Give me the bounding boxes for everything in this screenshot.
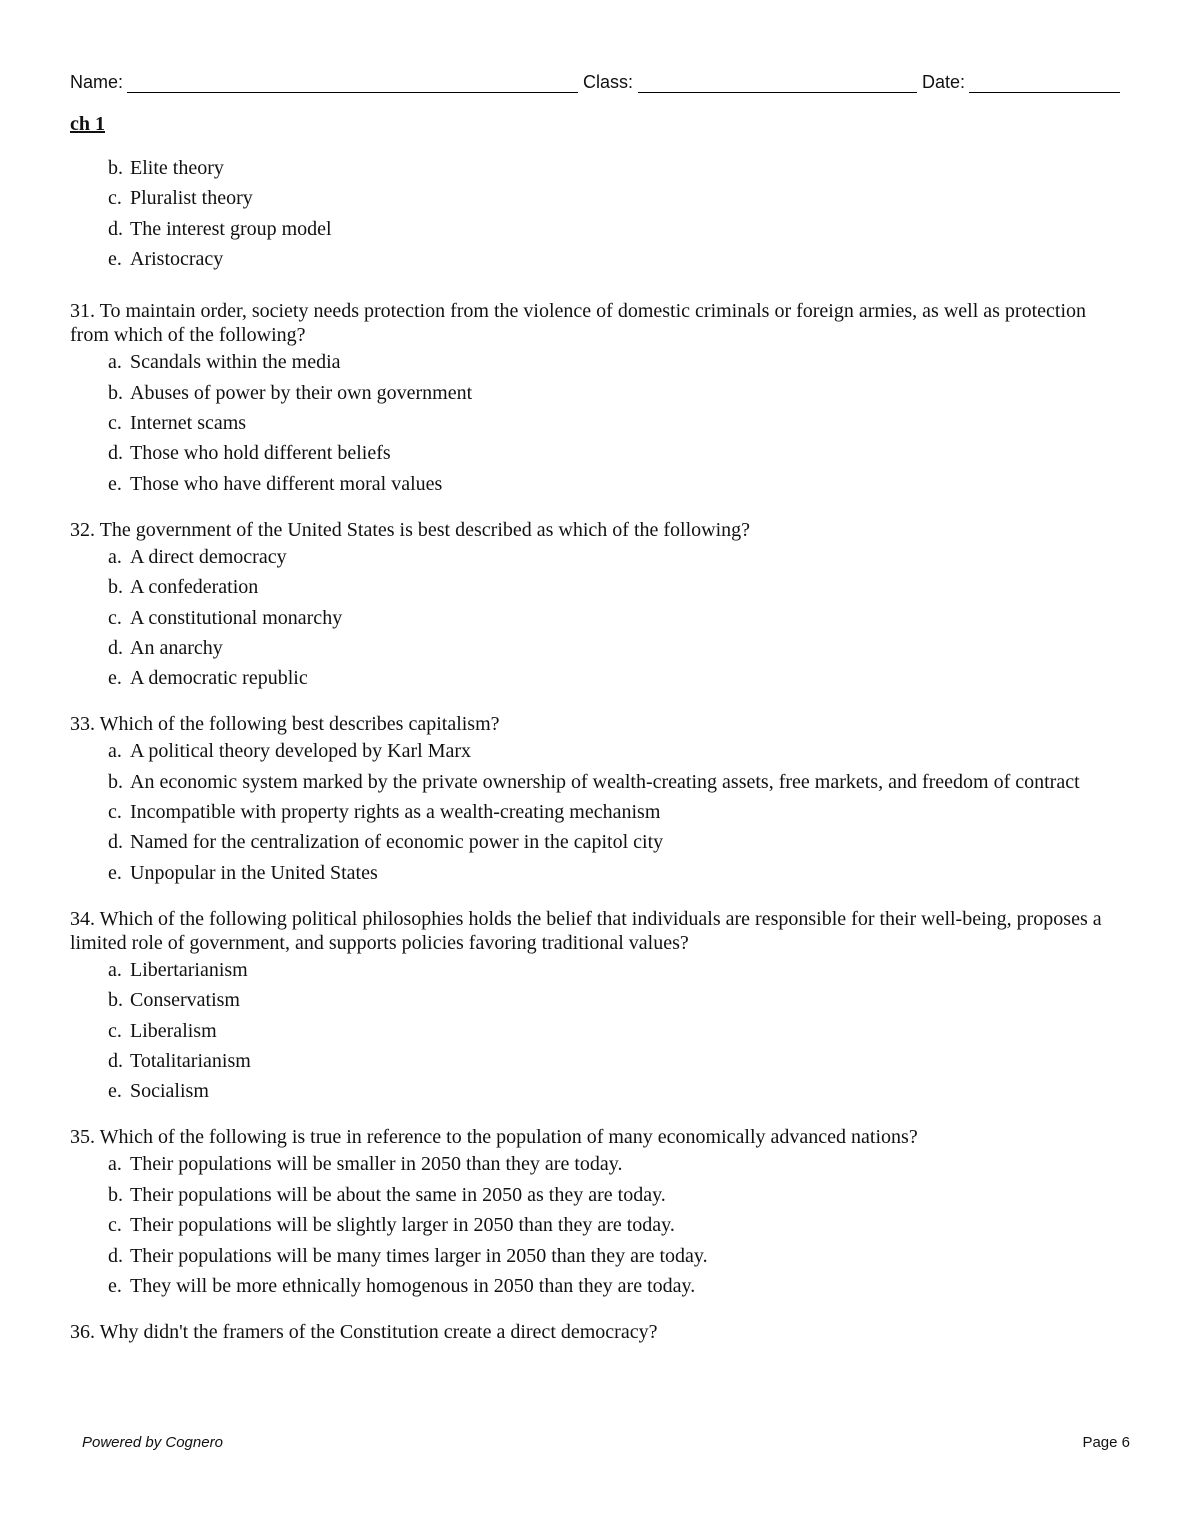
option [70,575,1120,599]
option [70,1244,1120,1268]
option [70,1019,1120,1043]
option [70,247,1120,271]
option-text: Unpopular in the United States [130,861,378,884]
date-label: Date: [922,72,966,92]
option-letter: a. [108,1153,122,1176]
chapter-title: ch 1 [70,113,105,135]
option-letter: b. [108,989,123,1012]
option-letter: e. [108,1274,122,1297]
option-letter: c. [108,606,122,629]
option [70,739,1120,763]
option [70,800,1120,824]
option-text: An anarchy [130,636,223,659]
option-text: Conservatism [130,989,240,1012]
option [70,411,1120,435]
option-text: Their populations will be about the same in 2050 as they are today. [130,1183,666,1206]
option-text: Elite theory [130,157,224,179]
option-text: A democratic republic [130,667,308,690]
date-field-line[interactable] [969,92,1120,93]
option-text: Incompatible with property rights as a wealth-creating mechanism [130,801,661,824]
option-text: Internet scams [130,411,247,434]
option-letter: d. [108,636,123,659]
option [70,988,1120,1012]
option-text: They will be more ethnically homogenous in 2050 than they are today. [130,1274,696,1297]
option-letter: e. [108,667,122,690]
option [70,186,1120,210]
option-letter: e. [108,1080,122,1103]
option-letter: b. [108,157,123,179]
option-letter: c. [108,411,122,434]
option-text: Socialism [130,1080,209,1103]
question-text: 33. Which of the following best describes capitalism? [70,713,500,736]
option-text: A confederation [130,576,259,599]
option-letter: b. [108,381,123,404]
option-text: Those who have different moral values [130,472,443,495]
option [70,861,1120,885]
question-list [70,156,1120,1347]
question-text: 32. The government of the United States is best described as which of the following? [70,518,751,541]
option-text: Pluralist theory [130,187,253,210]
option [70,472,1120,496]
option-text: Libertarianism [130,958,248,981]
question-text: 34. Which of the following political philosophies holds the belief that individuals are responsible for their well-being, proposes a limited role of government, and supports policies favoring traditional values? [70,907,1102,954]
option-letter: a. [108,545,122,568]
option [70,1152,1120,1176]
option-text: Named for the centralization of economic power in the capitol city [130,831,664,854]
option-letter: d. [108,217,123,240]
carryover-options [70,156,1120,271]
option-letter: b. [108,1183,123,1206]
question-text: 35. Which of the following is true in reference to the population of many economically advanced nations? [70,1126,918,1149]
option [70,545,1120,569]
option-text: The interest group model [130,217,332,240]
powered-by: Powered by Cognero [82,1434,223,1451]
option [70,1049,1120,1073]
option-letter: d. [108,1244,123,1267]
option-letter: e. [108,861,122,884]
option-text: Totalitarianism [130,1050,251,1073]
option-text: Liberalism [130,1019,217,1042]
option-text: Their populations will be smaller in 2050 than they are today. [130,1153,623,1176]
option-letter: d. [108,831,123,854]
option-letter: c. [108,801,122,824]
option [70,636,1120,660]
option [70,1274,1120,1298]
option [70,217,1120,241]
option [70,1213,1120,1237]
option-text: Their populations will be many times larger in 2050 than they are today. [130,1244,708,1267]
option-letter: d. [108,1050,123,1073]
name-label: Name: [70,72,124,92]
option-letter: e. [108,248,122,271]
option-text: A direct democracy [130,545,287,568]
header [70,70,1120,96]
option-letter: c. [108,1214,122,1237]
option-text: Their populations will be slightly larger in 2050 than they are today. [130,1214,675,1237]
option-letter: a. [108,958,122,981]
name-field-line[interactable] [127,92,578,93]
option-letter: a. [108,740,122,763]
option [70,156,1120,180]
class-field-line[interactable] [638,92,917,93]
option [70,606,1120,630]
option-letter: e. [108,472,122,495]
option-letter: c. [108,187,122,210]
option-letter: b. [108,576,123,599]
option [70,666,1120,690]
option [70,381,1120,405]
option-text: Aristocracy [130,248,224,271]
option-letter: b. [108,770,123,793]
option [70,770,1120,794]
option-text: A constitutional monarchy [130,606,343,629]
option-text: Those who hold different beliefs [130,442,391,465]
option [70,958,1120,982]
option-text: A political theory developed by Karl Marx [130,740,472,763]
option [70,1183,1120,1207]
question-text: 36. Why didn't the framers of the Constitution create a direct democracy? [70,1320,658,1343]
option [70,350,1120,374]
option-text: Abuses of power by their own government [130,381,473,404]
page-number: Page 6 [1082,1434,1130,1451]
option-letter: c. [108,1019,122,1042]
option [70,830,1120,854]
option-letter: a. [108,351,122,374]
option-text: An economic system marked by the private ownership of wealth-creating assets, free markets, and freedom of contract [130,770,1080,793]
class-label: Class: [583,72,634,92]
option-letter: d. [108,442,123,465]
option [70,441,1120,465]
question-text: 31. To maintain order, society needs protection from the violence of domestic criminals or foreign armies, as well as protection from which of the following? [70,300,1087,347]
option [70,1079,1120,1103]
option-text: Scandals within the media [130,351,341,374]
